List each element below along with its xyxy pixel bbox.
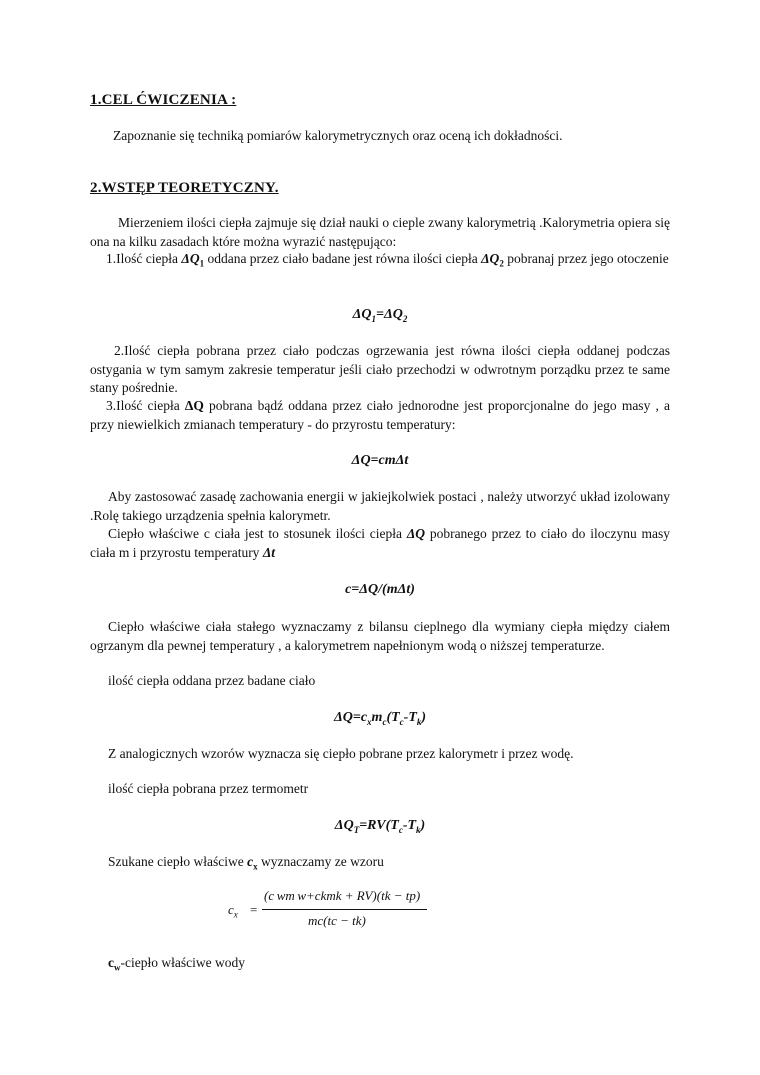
fraction-bar <box>262 909 427 910</box>
principle-1: 1.Ilość ciepła $\Delta Q_1$ oddana przez ciało badane jest równa ilości ciepła $\Delta Q_2$ pobranaj przez jego otoczenie <box>106 251 669 269</box>
formula-equals: = <box>250 902 258 917</box>
label-termometr: ilość ciepła pobrana przez termometr <box>108 781 309 796</box>
formula-denominator: mc(tc − tk) <box>308 913 366 928</box>
paragraph-cieplo-wlasciwe: Ciepło właściwe c ciała jest to stosunek ilości ciepła ΔQ pobranego przez to ciało do iloczynu masy ciała m i przyrostu temperatury Δt <box>90 526 671 560</box>
equation-2: ΔQ=cmΔt <box>351 453 409 468</box>
section1-heading: 1.CEL ĆWICZENIA : <box>90 92 237 108</box>
principle-2: 2.Ilość ciepła pobrana przez ciało podczas ogrzewania jest równa ilości ciepła oddanej podczas ostygania w tym samym zakresie temperatur jeśli ciało przechodzi w odwrotnym porządku przez te same stany pośrednie. <box>90 343 670 395</box>
label-cieplo-oddana: ilość ciepła oddana przez badane ciało <box>108 673 316 688</box>
paragraph-izolowany: Aby zastosować zasadę zachowania energii w jakiejkolwiek postaci , należy utworzyć układ izolowany .Rolę takiego urządzenia spełnia kalorymetr. <box>90 489 670 523</box>
definition-cw: $c_w$-ciepło właściwe wody <box>108 955 245 973</box>
equation-1: $\Delta Q_1=\Delta Q_2$ <box>352 307 408 324</box>
paragraph-analogiczne: Z analogicznych wzorów wyznacza się ciepło pobrane przez kalorymetr i przez wodę. <box>108 746 574 761</box>
intro-paragraph: Mierzeniem ilości ciepła zajmuje się dział nauki o cieple zwany kalorymetrią .Kalorymetria opiera się ona na kilku zasadach które można wyrazić następująco: <box>90 215 670 249</box>
equation-3: c=ΔQ/(mΔt) <box>345 582 415 597</box>
paragraph-bilans: Ciepło właściwe ciała stałego wyznaczamy z bilansu cieplnego dla wymiany ciepła między ciałem ogrzanym dla pewnej temperatury , a kalorymetrem napełnionym wodą o niższej temperaturze. <box>90 619 670 653</box>
formula-numerator: (c wm w+ckmk + RV)(tk − tp) <box>264 888 421 903</box>
equation-4: $\Delta Q=c_xm_c(T_c-T_k)$ <box>333 710 427 727</box>
paragraph-szukane: Szukane ciepło właściwe $c_x$ wyznaczamy ze wzoru <box>108 854 384 872</box>
formula-lhs: $c_x$ <box>228 902 238 920</box>
equation-5: $\Delta Q_T=RV(T_c-T_k)$ <box>334 818 426 835</box>
principle-3: 3.Ilość ciepła ΔQ pobrana bądź oddana przez ciało jednorodne jest proporcjonalne do jego masy , a przy niewielkich zmianach temperatury - do przyrostu temperatury: <box>90 398 670 432</box>
section2-heading: 2.WSTĘP TEORETYCZNY. <box>90 180 279 196</box>
section1-text: Zapoznanie się techniką pomiarów kalorymetrycznych oraz oceną ich dokładności. <box>113 128 563 143</box>
